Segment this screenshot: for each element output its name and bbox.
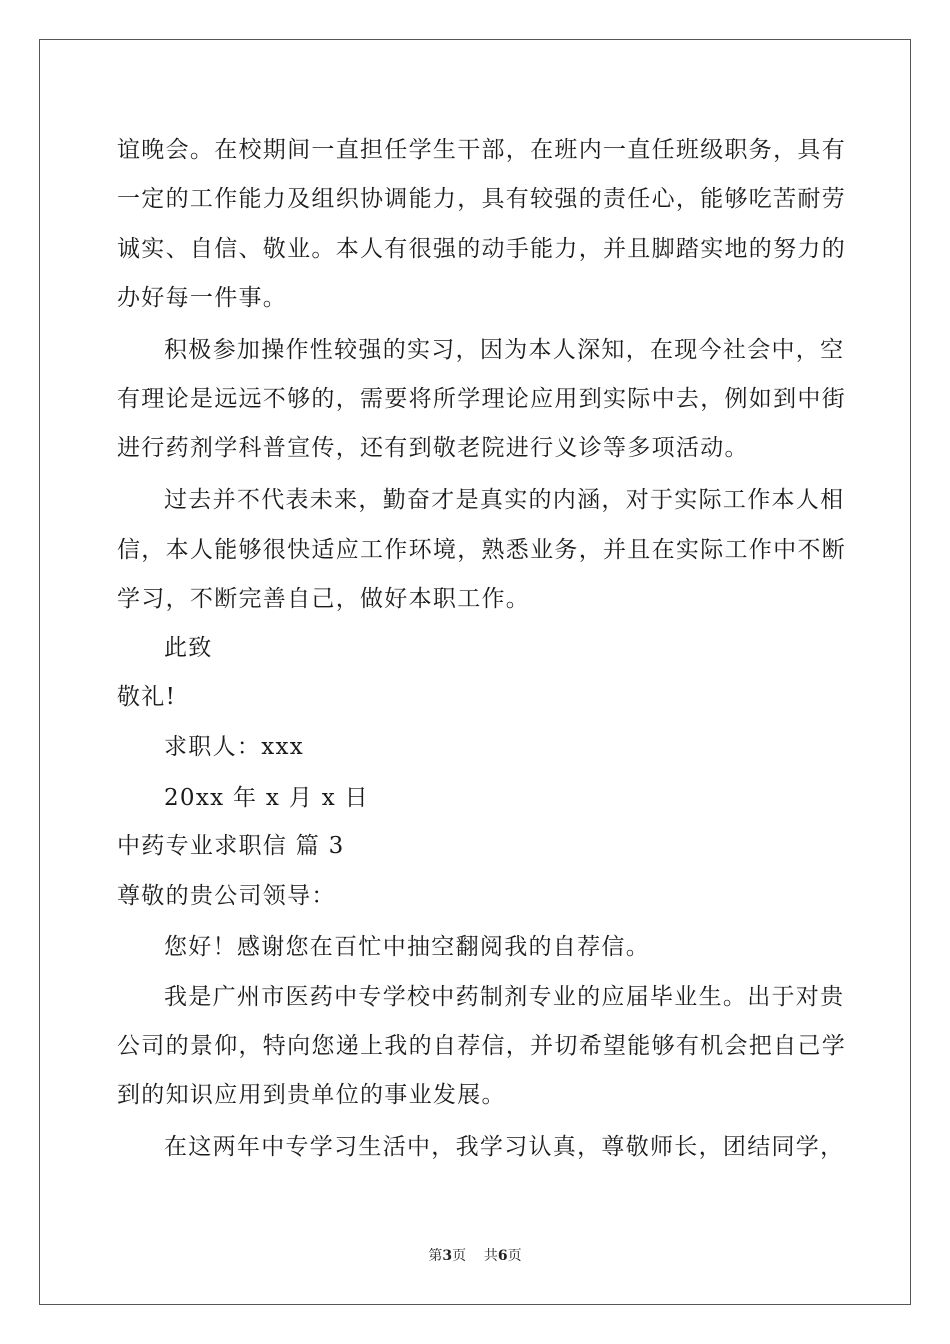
footer-mid: 页 共 — [452, 1248, 498, 1264]
text-line: 您好！感谢您在百忙中抽空翻阅我的自荐信。 — [164, 934, 650, 960]
closing-salutation: 此致 — [164, 635, 213, 661]
page-number-footer — [0, 1247, 950, 1265]
text-line: 办好每一件事。 — [117, 285, 288, 311]
footer-current-page: 3 — [442, 1248, 453, 1264]
closing-regards: 敬礼! — [117, 684, 177, 710]
text-line: 一定的工作能力及组织协调能力，具有较强的责任心，能够吃苦耐劳 — [117, 186, 846, 212]
text-line: 公司的景仰，特向您递上我的自荐信，并切希望能够有机会把自己学 — [117, 1033, 846, 1059]
text-line: 有理论是远远不够的，需要将所学理论应用到实际中去，例如到中街 — [117, 386, 846, 412]
text-line: 在这两年中专学习生活中，我学习认真，尊敬师长，团结同学， — [164, 1134, 845, 1160]
text-line: 积极参加操作性较强的实习，因为本人深知，在现今社会中，空 — [164, 337, 845, 363]
text-line: 诚实、自信、敬业。本人有很强的动手能力，并且脚踏实地的努力的 — [117, 236, 846, 262]
footer-total-pages: 6 — [497, 1248, 508, 1264]
text-line: 谊晚会。在校期间一直担任学生干部，在班内一直任班级职务，具有 — [117, 137, 846, 163]
text-line: 进行药剂学科普宣传，还有到敬老院进行义诊等多项活动。 — [117, 435, 749, 461]
letter-date: 20xx 年 x 月 x 日 — [164, 785, 369, 811]
footer-suffix: 页 — [507, 1248, 522, 1264]
letter-greeting: 尊敬的贵公司领导： — [117, 883, 336, 909]
text-line: 过去并不代表未来，勤奋才是真实的内涵，对于实际工作本人相 — [164, 487, 845, 513]
footer-prefix: 第 — [428, 1248, 443, 1264]
text-line: 到的知识应用到贵单位的事业发展。 — [117, 1082, 506, 1108]
section-heading: 中药专业求职信 篇 3 — [117, 833, 345, 859]
text-line: 我是广州市医药中专学校中药制剂专业的应届毕业生。出于对贵 — [164, 984, 845, 1010]
text-line: 学习，不断完善自己，做好本职工作。 — [117, 586, 531, 612]
page-border — [39, 39, 911, 1305]
applicant-signature: 求职人：xxx — [164, 734, 305, 760]
text-line: 信，本人能够很快适应工作环境，熟悉业务，并且在实际工作中不断 — [117, 537, 846, 563]
